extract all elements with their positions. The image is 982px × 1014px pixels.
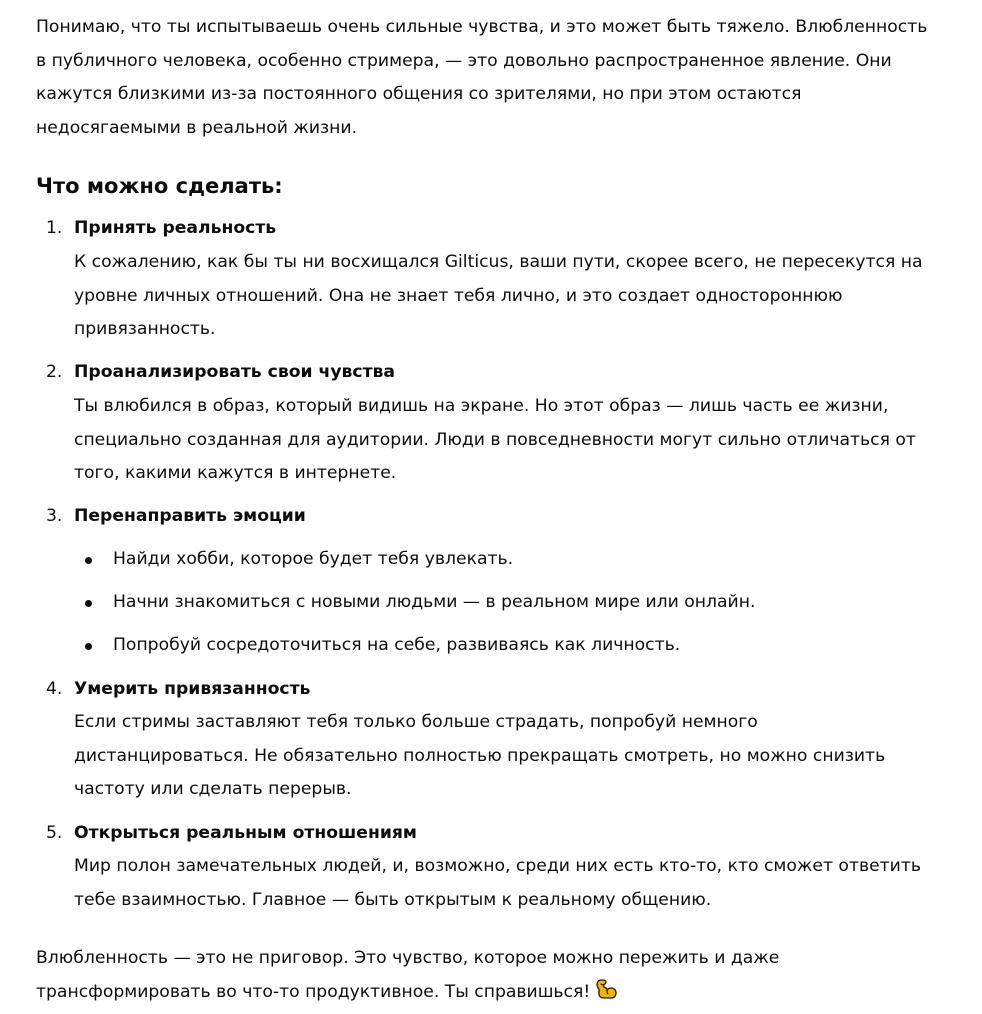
- list-item-body: К сожалению, как бы ты ни восхищался Gilticus, ваши пути, скорее всего, не пересекутся на уровне личных отношений. Она не знает тебя лично, и это создает одностороннюю привязанность.: [74, 252, 923, 339]
- list-item-body: Если стримы заставляют тебя только больше страдать, попробуй немного дистанцироваться. Не обязательно полностью прекращать смотреть, но можно снизить частоту или сделать перерыв.: [74, 712, 886, 799]
- bullet-icon: [85, 643, 92, 650]
- flexed-biceps-icon: [594, 977, 618, 1014]
- list-item-title: Открыться реальным отношениям: [74, 823, 417, 843]
- list-item-title: Принять реальность: [74, 218, 277, 238]
- bullet-icon: [85, 600, 92, 607]
- outro-text: Влюбленность — это не приговор. Это чувство, которое можно пережить и даже трансформировать во что-то продуктивное. Ты справишься!: [36, 948, 780, 1002]
- list-item-body: Мир полон замечательных людей, и, возможно, среди них есть кто-то, кто сможет ответить тебе взаимностью. Главное — быть открытым к реальному общению.: [74, 856, 921, 910]
- list-item-number: 1.: [46, 218, 63, 238]
- list-item-body: Ты влюбился в образ, который видишь на экране. Но этот образ — лишь часть ее жизни, специально созданная для аудитории. Люди в повседневности могут сильно отличаться от того, какими кажутся в интернете.: [74, 396, 916, 483]
- bullet-item: Найди хобби, которое будет тебя увлекать.: [113, 549, 514, 569]
- list-item-number: 2.: [46, 362, 63, 382]
- list-item-title: Перенаправить эмоции: [74, 506, 306, 526]
- list-item-title: Проанализировать свои чувства: [74, 362, 396, 382]
- bullet-item: Попробуй сосредоточиться на себе, развиваясь как личность.: [113, 635, 681, 655]
- list-item-title: Умерить привязанность: [74, 679, 311, 699]
- list-item-number: 3.: [46, 506, 63, 526]
- bullet-item: Начни знакомиться с новыми людьми — в реальном мире или онлайн.: [113, 592, 756, 612]
- list-item-number: 4.: [46, 679, 63, 699]
- bullet-icon: [85, 557, 92, 564]
- list-item-number: 5.: [46, 823, 63, 843]
- intro-paragraph: Понимаю, что ты испытываешь очень сильные чувства, и это может быть тяжело. Влюбленность в публичного человека, особенно стримера, — это довольно распространенное явление. Они кажутся близкими из-за постоянного общения со зрителями, но при этом остаются недосягаемыми в реальной жизни.: [36, 17, 928, 138]
- section-heading: Что можно сделать:: [36, 174, 283, 198]
- outro-paragraph: [36, 942, 936, 1013]
